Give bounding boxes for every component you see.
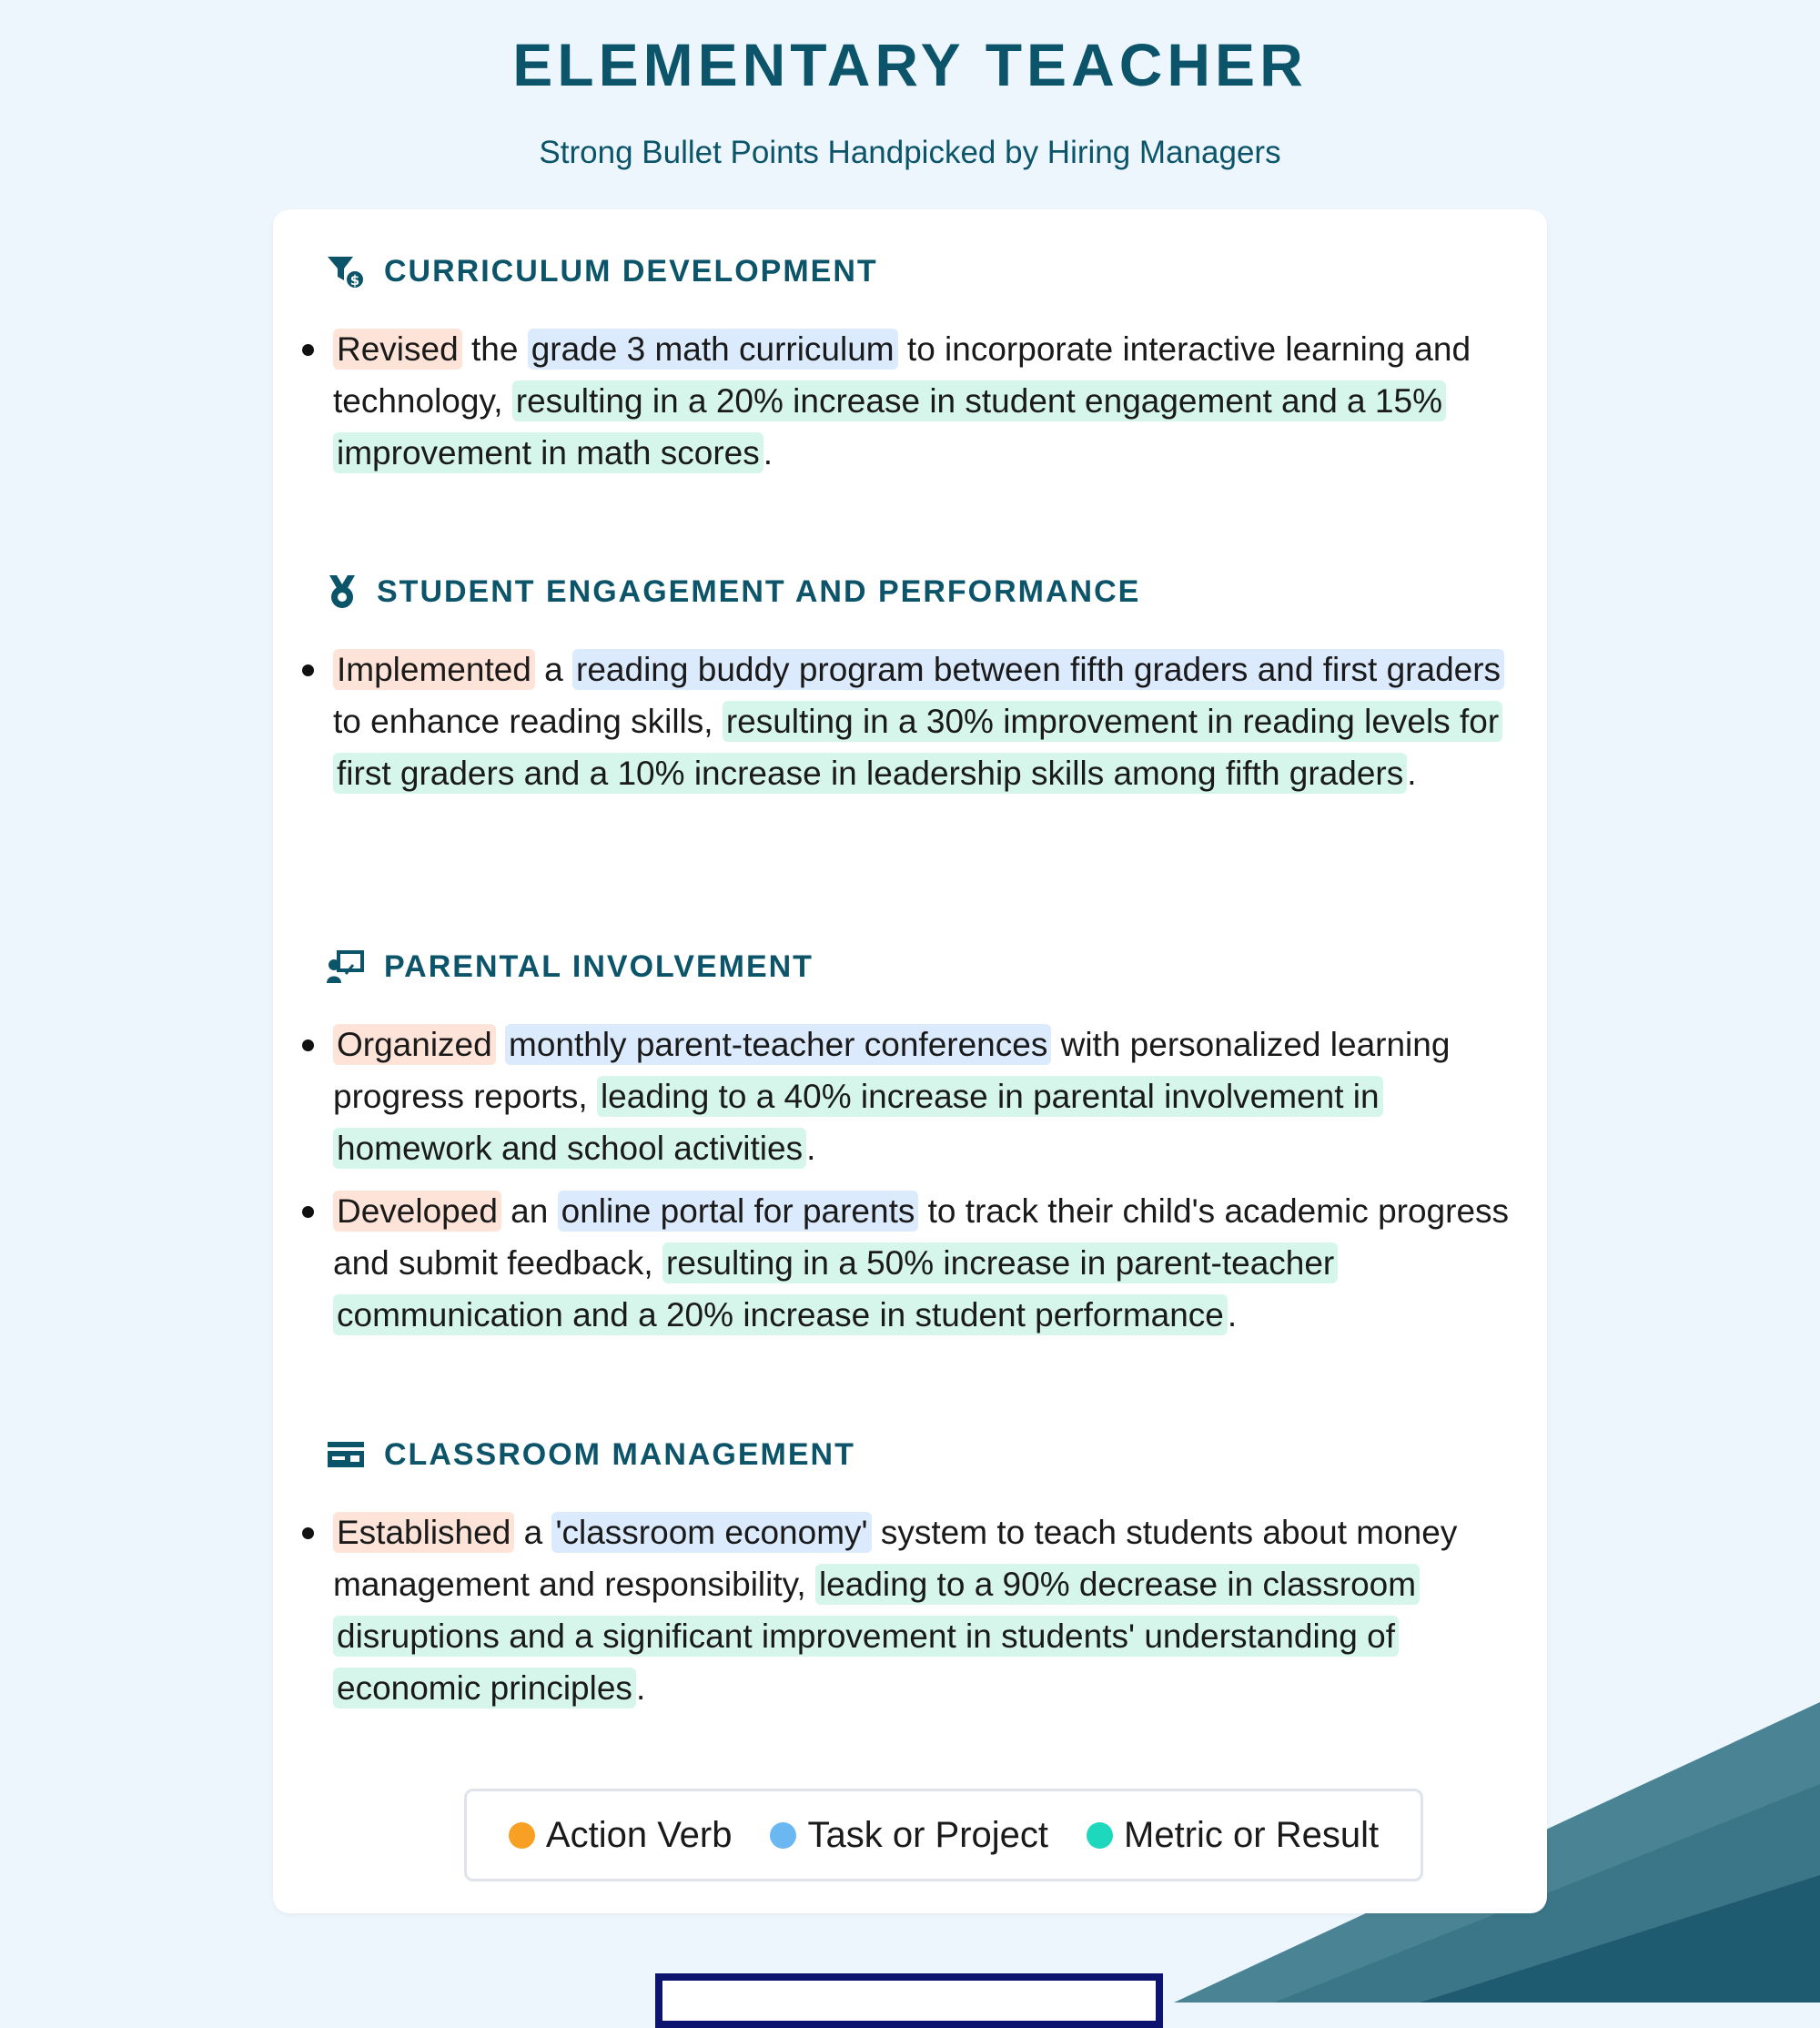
metric-highlight: leading to a 90% decrease in classroom disruptions and a significant improvement in students' understanding of economic principles	[333, 1564, 1420, 1709]
bullet-text: a	[534, 651, 573, 688]
legend-item-task-or-project	[770, 1815, 1048, 1856]
section-title: STUDENT ENGAGEMENT AND PERFORMANCE	[377, 573, 1141, 609]
legend-label: Metric or Result	[1124, 1814, 1380, 1855]
bullet-point	[300, 1019, 1520, 1174]
bottom-cta-box[interactable]	[655, 1973, 1163, 2028]
bullet-text: a	[514, 1514, 552, 1551]
metric-highlight: resulting in a 30% improvement in reading levels for first graders and a 10% increase in leadership skills among fifth graders	[333, 701, 1502, 794]
legend-dot	[1087, 1822, 1113, 1849]
medal-icon	[326, 572, 359, 612]
bullet-text: .	[1227, 1296, 1238, 1333]
bullet-point	[300, 644, 1520, 799]
section-title: CURRICULUM DEVELOPMENT	[384, 253, 878, 289]
bullet-list	[300, 323, 1520, 479]
metric-highlight: leading to a 40% increase in parental involvement in homework and school activities	[333, 1076, 1383, 1169]
legend-dot	[509, 1822, 535, 1849]
bullet-point	[300, 323, 1520, 479]
bullet-list	[300, 1506, 1520, 1714]
legend-label: Task or Project	[807, 1814, 1049, 1855]
bullet-text: an	[500, 1192, 558, 1230]
money-card-icon	[326, 1435, 366, 1475]
bullet-point	[300, 1506, 1520, 1714]
action-verb-highlight: Organized	[333, 1024, 496, 1065]
task-highlight: monthly parent-teacher conferences	[505, 1024, 1051, 1065]
section-header	[326, 569, 1140, 614]
metric-highlight: resulting in a 20% increase in student engagement and a 15% improvement in math scores	[333, 380, 1446, 473]
section-title: PARENTAL INVOLVEMENT	[384, 948, 814, 984]
funnel-dollar-icon	[326, 251, 366, 291]
bullet-text: the	[461, 330, 528, 368]
bullet-list	[300, 1019, 1520, 1341]
bullet-text: to incorporate interactive learning and technology,	[333, 330, 1471, 420]
presenter-icon	[326, 947, 366, 987]
section-header	[326, 1432, 855, 1477]
task-highlight: online portal for parents	[558, 1191, 919, 1232]
action-verb-highlight: Established	[333, 1512, 514, 1553]
bullet-point	[300, 1185, 1520, 1341]
action-verb-highlight: Implemented	[333, 649, 535, 690]
bullet-text: .	[1407, 755, 1417, 792]
metric-highlight: resulting in a 50% increase in parent-teacher communication and a 20% increase in student performance	[333, 1242, 1338, 1335]
section-header	[326, 248, 878, 294]
page-title: ELEMENTARY TEACHER	[512, 31, 1308, 98]
page-subtitle: Strong Bullet Points Handpicked by Hiring Managers	[539, 135, 1281, 170]
section-header	[326, 944, 814, 989]
action-verb-highlight: Revised	[333, 329, 462, 370]
bullet-text: .	[763, 434, 774, 472]
bullet-points-card	[273, 209, 1547, 1913]
section-title: CLASSROOM MANAGEMENT	[384, 1436, 855, 1472]
highlight-legend	[464, 1789, 1423, 1881]
legend-dot	[770, 1822, 796, 1849]
bullet-text: to track their child's academic progress and submit feedback,	[333, 1192, 1510, 1282]
bullet-text: .	[635, 1669, 646, 1707]
task-highlight: 'classroom economy'	[551, 1512, 871, 1553]
task-highlight: grade 3 math curriculum	[528, 329, 898, 370]
bullet-text: to enhance reading skills,	[333, 703, 723, 740]
bullet-text: .	[806, 1130, 816, 1167]
bullet-text: system to teach students about money management and responsibility,	[333, 1514, 1458, 1603]
task-highlight: reading buddy program between fifth graders and first graders	[572, 649, 1504, 690]
svg-text:$: $	[349, 272, 360, 289]
bullet-list	[300, 644, 1520, 799]
bullet-text: with personalized learning progress reports,	[333, 1026, 1451, 1115]
legend-item-action-verb	[509, 1815, 733, 1856]
page-header	[0, 27, 1820, 171]
bullet-text	[496, 1026, 505, 1063]
action-verb-highlight: Developed	[333, 1191, 501, 1232]
legend-label: Action Verb	[545, 1814, 733, 1855]
legend-item-metric-or-result	[1087, 1815, 1379, 1856]
